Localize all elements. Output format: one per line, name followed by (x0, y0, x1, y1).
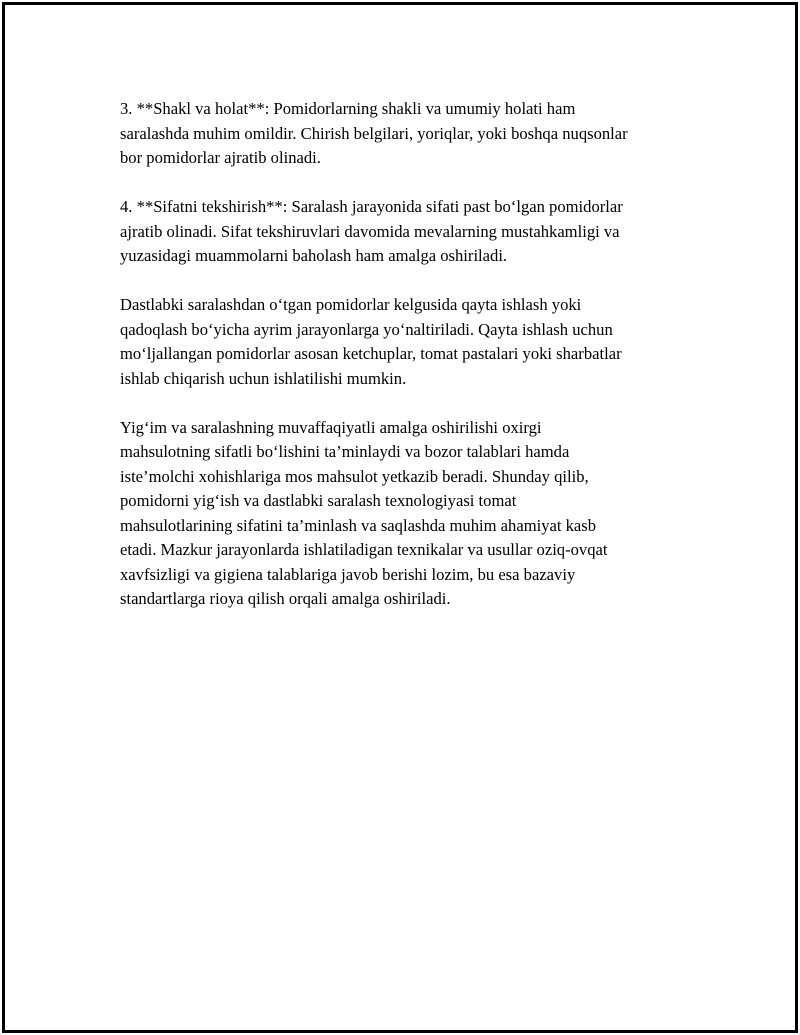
paragraph-shape-condition: 3. **Shakl va holat**: Pomidorlarning shakli va umumiy holati ham saralashda muhim omildir. Chirish belgilari, yoriqlar, yoki boshqa nuqsonlar bor pomidorlar ajratib olinadi. (120, 99, 628, 167)
document-body (120, 97, 700, 636)
paragraph-processing-direction: Dastlabki saralashdan o‘tgan pomidorlar kelgusida qayta ishlash yoki qadoqlash bo‘yicha ayrim jarayonlarga yo‘naltiriladi. Qayta ishlash uchun mo‘ljallangan pomidorlar asosan ketchuplar, tomat pastalari yoki sharbatlar ishlab chiqarish uchun ishlatilishi mumkin. (120, 295, 622, 388)
paragraph-quality-check: 4. **Sifatni tekshirish**: Saralash jarayonida sifati past bo‘lgan pomidorlar ajratib olinadi. Sifat tekshiruvlari davomida mevalarning mustahkamligi va yuzasidagi muammolarni baholash ham amalga oshiriladi. (120, 197, 623, 265)
paragraph-conclusion: Yig‘im va saralashning muvaffaqiyatli amalga oshirilishi oxirgi mahsulotning sifatli bo‘lishini ta’minlaydi va bozor talablari hamda iste’molchi xohishlariga mos mahsulot yetkazib beradi. Shunday qilib, pomidorni yig‘ish va dastlabki saralash texnologiyasi tomat mahsulotlarining sifatini ta’minlash va saqlashda muhim ahamiyat kasb etadi. Mazkur jarayonlarda ishlatiladigan texnikalar va usullar oziq-ovqat xavfsizligi va gigiena talablariga javob berishi lozim, bu esa bazaviy standartlarga rioya qilish orqali amalga oshiriladi. (120, 417, 608, 608)
page-frame (2, 2, 798, 1033)
